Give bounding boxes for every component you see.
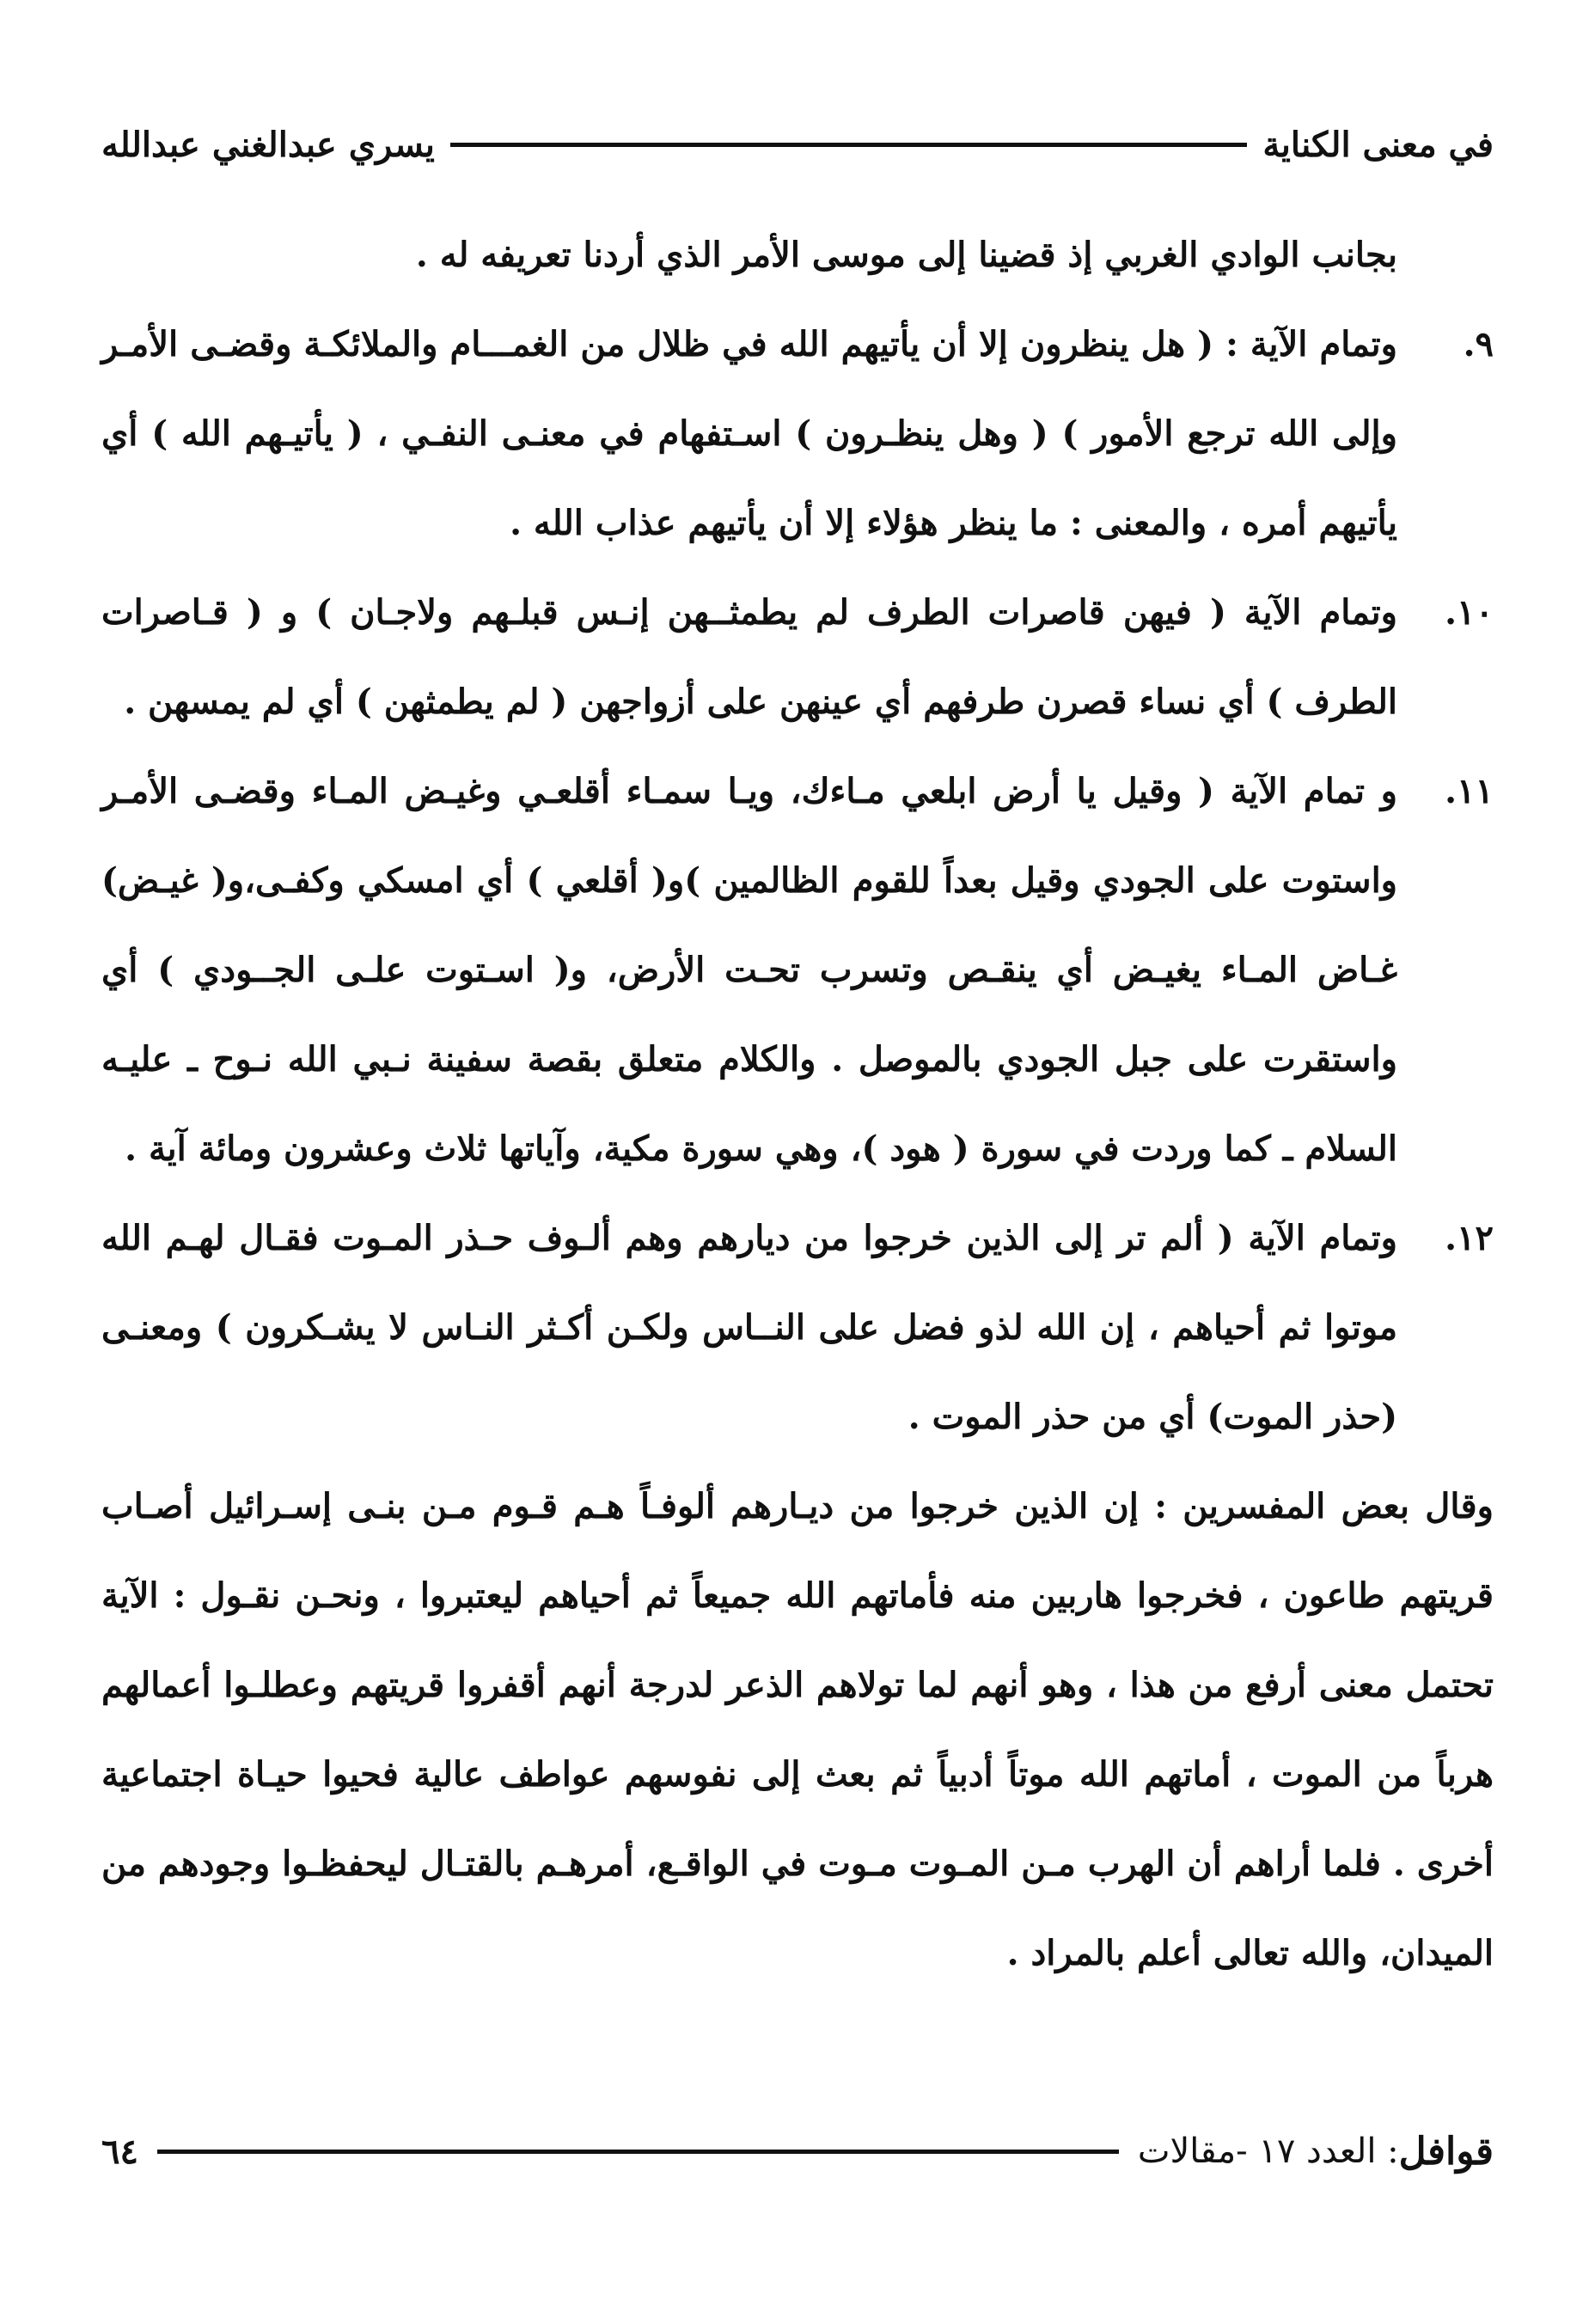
journal-name: قوافل <box>1398 2129 1494 2174</box>
footnote-9 <box>101 300 1494 568</box>
footer-rule <box>157 2150 1119 2154</box>
footnote-number: ٩. <box>1463 324 1494 364</box>
footnote-text: وتمام الآية : ( هل ينظرون إلا أن يأتيهم الله في ظلال من الغمـــام والملائكـة وقضـى الأمـر وإلى الله ترجع الأمور ) ( وهل ينظـرون ) اسـتفهام في معنـى النفـي ، ( يأتيـهم الله ) أي يأتيهم أمره ، والمعنى : ما ينظر هؤلاء إلا أن يأتيهم عذاب الله . <box>101 324 1397 543</box>
footnote-11 <box>101 747 1494 1194</box>
closing-paragraph: وقال بعض المفسرين : إن الذين خرجوا من ديـارهم ألوفـاً هـم قـوم مـن بنـى إسـرائيل أصـاب قريتهم طاعون ، فخرجوا هاربين منه فأماتهم الله جميعاً ثم أحياهم ليعتبروا ، ونحـن نقـول : الآية تحتمل معنى أرفع من هذا ، وهو أنهم لما تولاهم الذعر لدرجة أنهم أقفروا قريتهم وعطلـوا أعمالهم هرباً من الموت ، أماتهم الله موتاً أدبياً ثم بعث إلى نفوسهم عواطف عالية فحيوا حيـاة اجتماعية أخرى . فلما أراهم أن الهرب مـن المـوت مـوت في الواقـع، أمرهـم بالقتـال ليحفظـوا وجودهم من الميدان، والله تعالى أعلم بالمراد . <box>101 1486 1494 1973</box>
header-title: في معنى الكناية <box>1262 124 1494 165</box>
footnote-number: ١٢. <box>1445 1218 1494 1258</box>
header-rule <box>450 143 1247 147</box>
footnote-10 <box>101 568 1494 747</box>
footnote-text: وتمام الآية ( ألم تر إلى الذين خرجوا من ديارهم وهم ألـوف حـذر المـوت فقـال لهـم الله موتوا ثم أحياهم ، إن الله لذو فضل على النــاس ولكـن أكـثر النـاس لا يشـكرون ) ومعنـى (حذر الموت) أي من حذر الموت . <box>101 1218 1397 1437</box>
page-number: ٦٤ <box>101 2131 138 2172</box>
footnote-number: ١٠. <box>1445 592 1494 633</box>
header-author: يسري عبدالغني عبدالله <box>101 124 435 165</box>
running-header <box>101 119 1494 170</box>
intro-line: بجانب الوادي الغربي إذ قضينا إلى موسى الأمر الذي أردنا تعريفه له . <box>415 235 1397 275</box>
main-text <box>101 211 1494 1998</box>
footnote-12 <box>101 1194 1494 1462</box>
footnote-text: وتمام الآية ( فيهن قاصرات الطرف لم يطمثــهن إنـس قبلـهم ولاجـان ) و ( قـاصرات الطرف ) أي نساء قصرن طرفهم أي عينهن على أزواجهن ( لم يطمثهن ) أي لم يمسهن . <box>101 592 1397 722</box>
footnote-text: و تمام الآية ( وقيل يا أرض ابلعي مـاءك، ويـا سمـاء أقلعـي وغيـض المـاء وقضـى الأمـر واستوت على الجودي وقيل بعداً للقوم الظالمين )و( أقلعي ) أي امسكي وكفـى،و( غيـض) غـاض المـاء يغيـض أي ينقـص وتسرب تحـت الأرض، و( اسـتوت علـى الجــودي ) أي واستقرت على جبل الجودي بالموصل . والكلام متعلق بقصة سفينة نـبي الله نـوح ـ عليـه السلام ـ كما وردت في سورة ( هود )، وهي سورة مكية، وآياتها ثلاث وعشرون ومائة آية . <box>101 771 1398 1169</box>
running-footer <box>101 2121 1494 2181</box>
footnote-number: ١١. <box>1445 771 1494 811</box>
issue-info: : العدد ١٧ -مقالات <box>1137 2131 1399 2171</box>
